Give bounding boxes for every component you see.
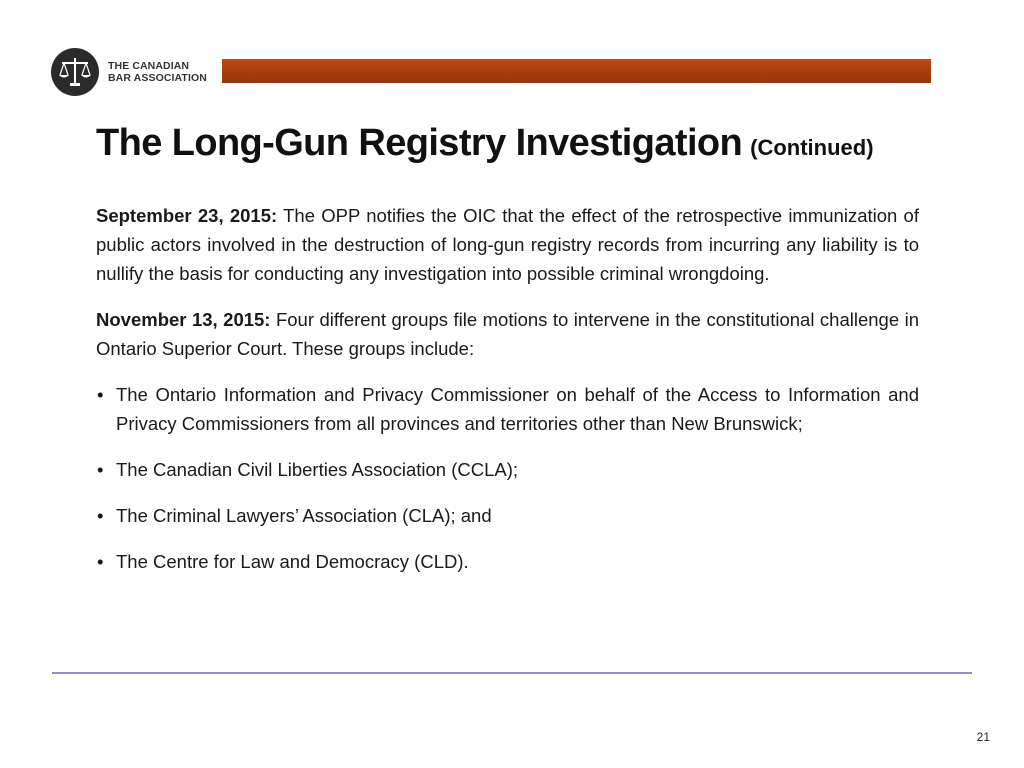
- bullet-icon: •: [97, 459, 104, 480]
- intervener-list: [96, 380, 919, 576]
- list-item-text: The Canadian Civil Liberties Association (CCLA);: [116, 459, 519, 480]
- list-item: [96, 455, 919, 484]
- paragraph-september-2015: [96, 201, 919, 288]
- logo-line-1: THE CANADIAN: [108, 60, 190, 72]
- paragraph-text: The OPP notifies the OIC that the effect of the retrospective immunization of public actors involved in the destruction of long-gun registry records from incurring any liability is to nullify the basis for conducting any investigation into possible criminal wrongdoing.: [96, 205, 919, 284]
- logo-line-2: BAR ASSOCIATION: [108, 72, 207, 84]
- paragraph-text: Four different groups file motions to intervene in the constitutional challenge in Ontario Superior Court. These groups include:: [96, 309, 919, 359]
- bullet-icon: •: [97, 384, 104, 405]
- list-item: [96, 501, 919, 530]
- title-continued: (Continued): [750, 135, 874, 160]
- bullet-icon: •: [97, 505, 104, 526]
- title-main: The Long-Gun Registry Investigation: [96, 122, 743, 164]
- logo-wordmark: [108, 60, 207, 84]
- cba-logo: [50, 47, 220, 97]
- list-item: [96, 380, 919, 438]
- list-item-text: The Ontario Information and Privacy Commissioner on behalf of the Access to Information and Privacy Commissioners from all provinces and territories other than New Brunswick;: [116, 384, 919, 434]
- page-title: [96, 122, 874, 165]
- header-accent-bar: [222, 59, 931, 83]
- scales-of-justice-icon: [50, 47, 100, 97]
- paragraph-date: September 23, 2015:: [96, 205, 278, 226]
- paragraph-date: November 13, 2015:: [96, 309, 271, 330]
- slide-body: [96, 201, 919, 593]
- list-item-text: The Centre for Law and Democracy (CLD).: [116, 551, 469, 572]
- list-item: [96, 547, 919, 576]
- bullet-icon: •: [97, 551, 104, 572]
- page-number: 21: [976, 730, 990, 744]
- list-item-text: The Criminal Lawyers’ Association (CLA); and: [116, 505, 492, 526]
- footer-divider: [52, 672, 972, 674]
- paragraph-november-2015: [96, 305, 919, 363]
